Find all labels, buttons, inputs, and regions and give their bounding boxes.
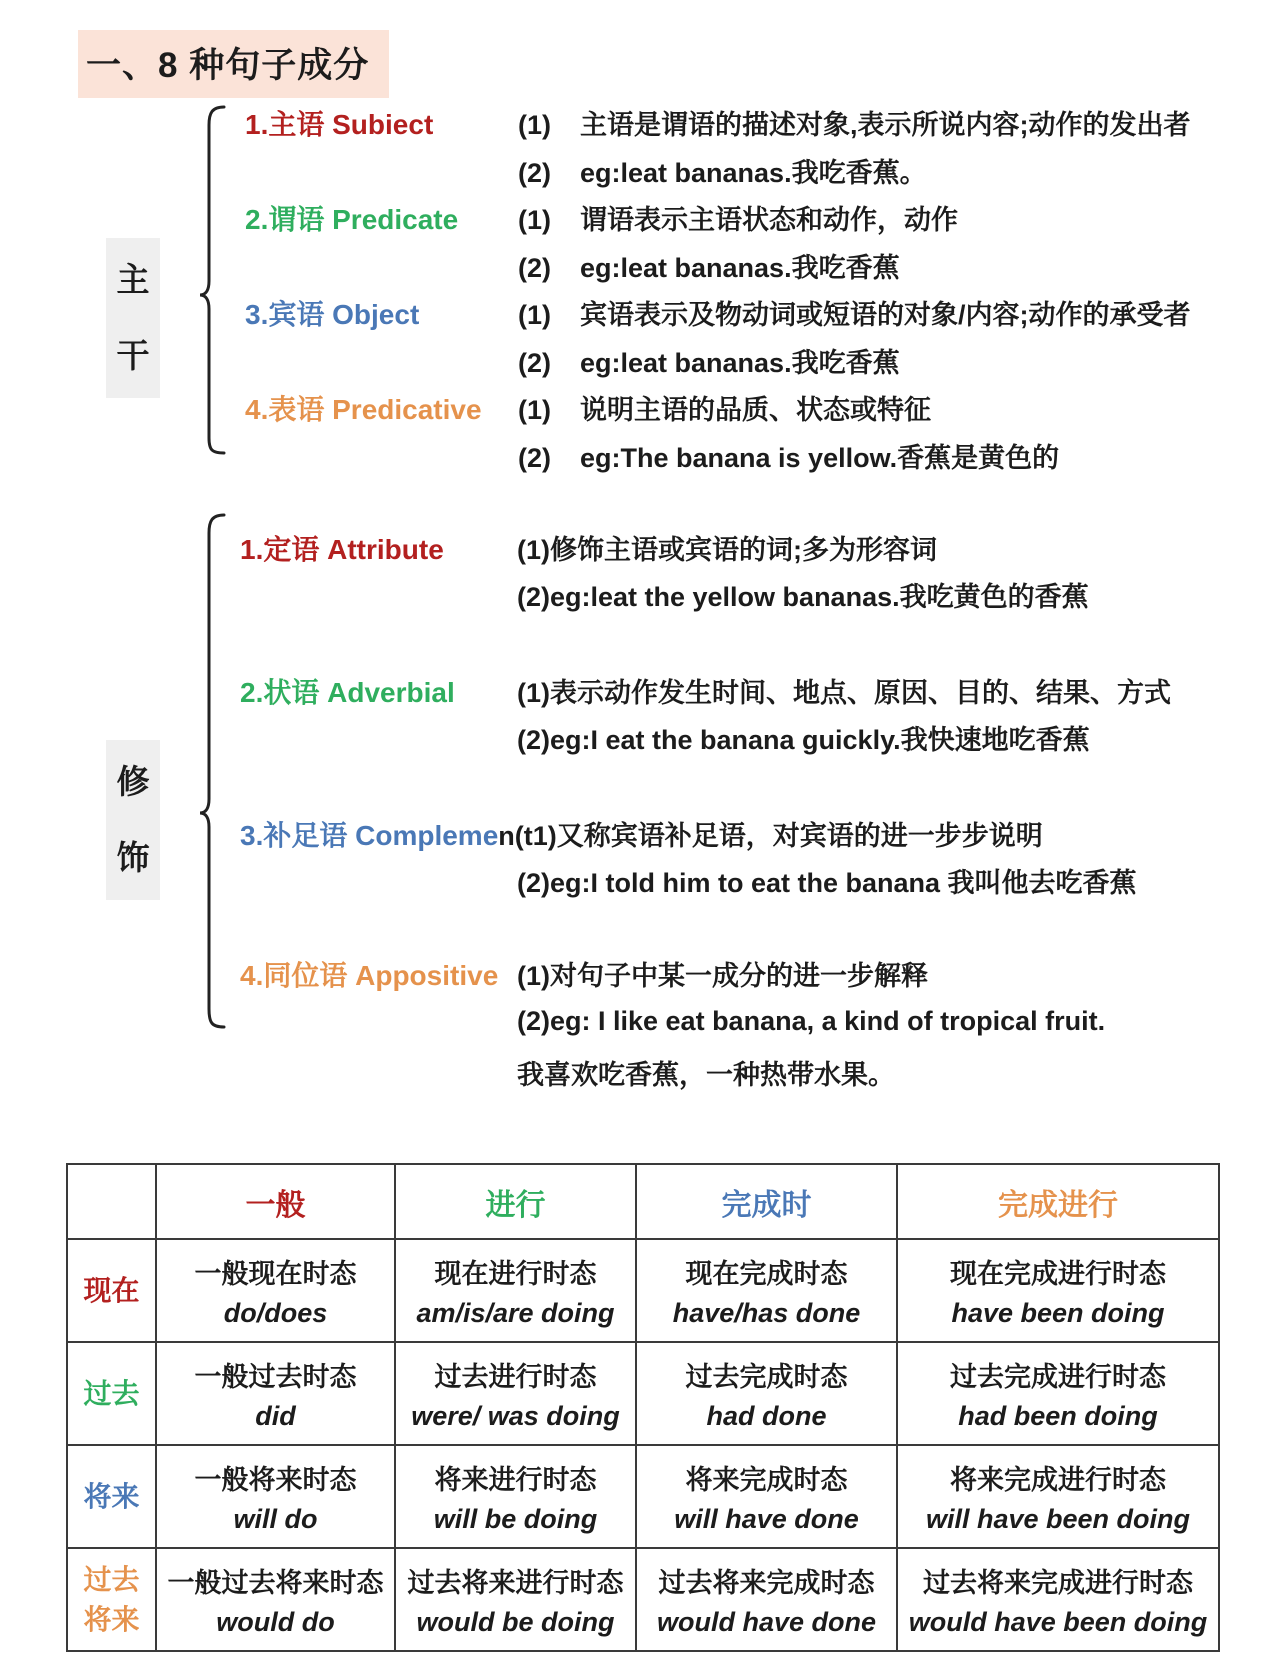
trunk-item-line <box>518 246 900 285</box>
line-text: eg:The banana is yellow.香蕉是黄色的 <box>580 443 1060 473</box>
trunk-item-label: 1.主语 Subiect <box>245 109 434 140</box>
tense-row-header: 过去将来 <box>68 1549 157 1652</box>
tense-name-cn: 将来进行时态 <box>434 1464 597 1495</box>
tense-table <box>66 1163 1220 1652</box>
modifier-item-label: 1.定语 Attribute <box>240 534 444 565</box>
modifier-item-line: (2)eg:leat the yellow bananas.我吃黄色的香蕉 <box>517 582 1089 612</box>
tense-name-cn: 过去进行时态 <box>434 1361 597 1392</box>
tense-col-header: 完成时 <box>637 1165 898 1240</box>
tense-cell <box>637 1343 898 1446</box>
tense-form-en: do/does <box>223 1298 328 1329</box>
trunk-item-label: 2.谓语 Predicate <box>245 204 459 235</box>
curly-brace-trunk-icon <box>198 104 228 456</box>
trunk-item-line <box>518 436 1059 475</box>
tense-corner-cell <box>68 1165 157 1240</box>
line-number: (1) <box>518 395 551 425</box>
line-text: 主语是谓语的描述对象,表示所说内容;动作的发出者 <box>580 110 1191 140</box>
line-number: (2) <box>518 253 551 283</box>
tense-cell <box>157 1343 396 1446</box>
line-text: n(t1)又称宾语补足语，对宾语的进一步步说明 <box>498 821 1043 851</box>
tense-cell <box>898 1549 1220 1652</box>
modifier-item-label: 3.补足语 Compleme <box>240 820 499 851</box>
tense-cell <box>898 1240 1220 1343</box>
line-text: eg:leat bananas.我吃香蕉 <box>580 253 900 283</box>
tense-name-cn: 现在完成时态 <box>685 1258 848 1289</box>
tense-form-en: will have been doing <box>925 1504 1191 1535</box>
tense-cell <box>637 1446 898 1549</box>
tense-form-en: have been doing <box>951 1298 1165 1329</box>
modifier-item-line: (2)eg:I told him to eat the banana 我叫他去吃香蕉 <box>517 868 1137 898</box>
trunk-item-line <box>518 293 1191 332</box>
curly-brace-modifier-icon <box>198 512 228 1030</box>
tense-cell <box>637 1240 898 1343</box>
tense-name-cn: 一般现在时态 <box>194 1258 357 1289</box>
line-text: eg:leat bananas.我吃香蕉。 <box>580 158 927 188</box>
tense-name-cn: 将来完成进行时态 <box>950 1464 1166 1495</box>
tense-cell <box>396 1240 637 1343</box>
trunk-item-line <box>518 388 931 427</box>
trunk-item-line <box>518 151 927 190</box>
tense-row-header: 将来 <box>68 1446 157 1549</box>
trunk-item-line <box>518 103 1191 142</box>
tense-form-en: would have been doing <box>908 1607 1208 1638</box>
tense-name-cn: 过去完成进行时态 <box>950 1361 1166 1392</box>
tense-cell <box>396 1549 637 1652</box>
trunk-item-label: 3.宾语 Object <box>245 299 420 330</box>
modifier-item-line: (1)表示动作发生时间、地点、原因、目的、结果、方式 <box>517 678 1171 708</box>
line-number: (2) <box>518 443 551 473</box>
line-number: (1) <box>518 110 551 140</box>
tense-cell <box>396 1343 637 1446</box>
tense-cell <box>898 1446 1220 1549</box>
trunk-item-line <box>518 198 958 237</box>
modifier-item-label: 2.状语 Adverbial <box>240 677 455 708</box>
tense-name-cn: 现在完成进行时态 <box>950 1258 1166 1289</box>
tense-col-header: 一般 <box>157 1165 396 1240</box>
tense-form-en: were/ was doing <box>411 1401 620 1432</box>
tense-col-header: 进行 <box>396 1165 637 1240</box>
tense-form-en: did <box>255 1401 296 1432</box>
tense-name-cn: 过去将来完成进行时态 <box>923 1567 1193 1598</box>
line-number: (1) <box>518 300 551 330</box>
tense-form-en: will do <box>233 1504 318 1535</box>
group-label-trunk: 主干 <box>106 238 160 398</box>
tense-form-en: would be doing <box>416 1607 615 1638</box>
tense-name-cn: 一般过去将来时态 <box>167 1567 384 1598</box>
tense-form-en: had been doing <box>958 1401 1158 1432</box>
tense-form-en: had done <box>706 1401 827 1432</box>
tense-name-cn: 将来完成时态 <box>685 1464 848 1495</box>
tense-name-cn: 过去将来进行时态 <box>407 1567 624 1598</box>
modifier-item-line: (2)eg: I like eat banana, a kind of tropical fruit. <box>517 1006 1106 1036</box>
line-text: 宾语表示及物动词或短语的对象/内容;动作的承受者 <box>580 300 1191 330</box>
trunk-item-line <box>518 341 900 380</box>
trunk-item-label: 4.表语 Predicative <box>245 394 482 425</box>
tense-row-header: 现在 <box>68 1240 157 1343</box>
tense-form-en: have/has done <box>672 1298 861 1329</box>
modifier-item-line: 我喜欢吃香蕉，一种热带水果。 <box>517 1060 895 1090</box>
tense-name-cn: 一般将来时态 <box>194 1464 357 1495</box>
tense-row-header: 过去 <box>68 1343 157 1446</box>
tense-name-cn: 现在进行时态 <box>434 1258 597 1289</box>
modifier-item-label: 4.同位语 Appositive <box>240 960 499 991</box>
tense-name-cn: 过去完成时态 <box>685 1361 848 1392</box>
tense-form-en: will have done <box>674 1504 859 1535</box>
line-number: (2) <box>518 348 551 378</box>
tense-cell <box>396 1446 637 1549</box>
modifier-item-label-row <box>240 814 1043 854</box>
tense-cell <box>637 1549 898 1652</box>
tense-cell <box>898 1343 1220 1446</box>
line-number: (1) <box>518 205 551 235</box>
line-number: (2) <box>518 158 551 188</box>
line-text: 谓语表示主语状态和动作，动作 <box>580 205 958 235</box>
tense-form-en: would do <box>216 1607 335 1638</box>
modifier-item-line: (2)eg:I eat the banana guickly.我快速地吃香蕉 <box>517 725 1090 755</box>
group-label-modifier: 修饰 <box>106 740 160 900</box>
line-text: eg:leat bananas.我吃香蕉 <box>580 348 900 378</box>
tense-form-en: would have done <box>656 1607 877 1638</box>
tense-cell <box>157 1446 396 1549</box>
modifier-item-line: (1)修饰主语或宾语的词;多为形容词 <box>517 535 937 565</box>
line-text: 说明主语的品质、状态或特征 <box>580 395 931 425</box>
tense-cell <box>157 1549 396 1652</box>
tense-col-header: 完成进行 <box>898 1165 1220 1240</box>
tense-form-en: am/is/are doing <box>416 1298 615 1329</box>
page-title: 一、8 种句子成分 <box>78 30 389 98</box>
tense-cell <box>157 1240 396 1343</box>
tense-form-en: will be doing <box>433 1504 598 1535</box>
modifier-item-line: (1)对句子中某一成分的进一步解释 <box>517 961 928 991</box>
tense-name-cn: 一般过去时态 <box>194 1361 357 1392</box>
tense-name-cn: 过去将来完成时态 <box>658 1567 875 1598</box>
